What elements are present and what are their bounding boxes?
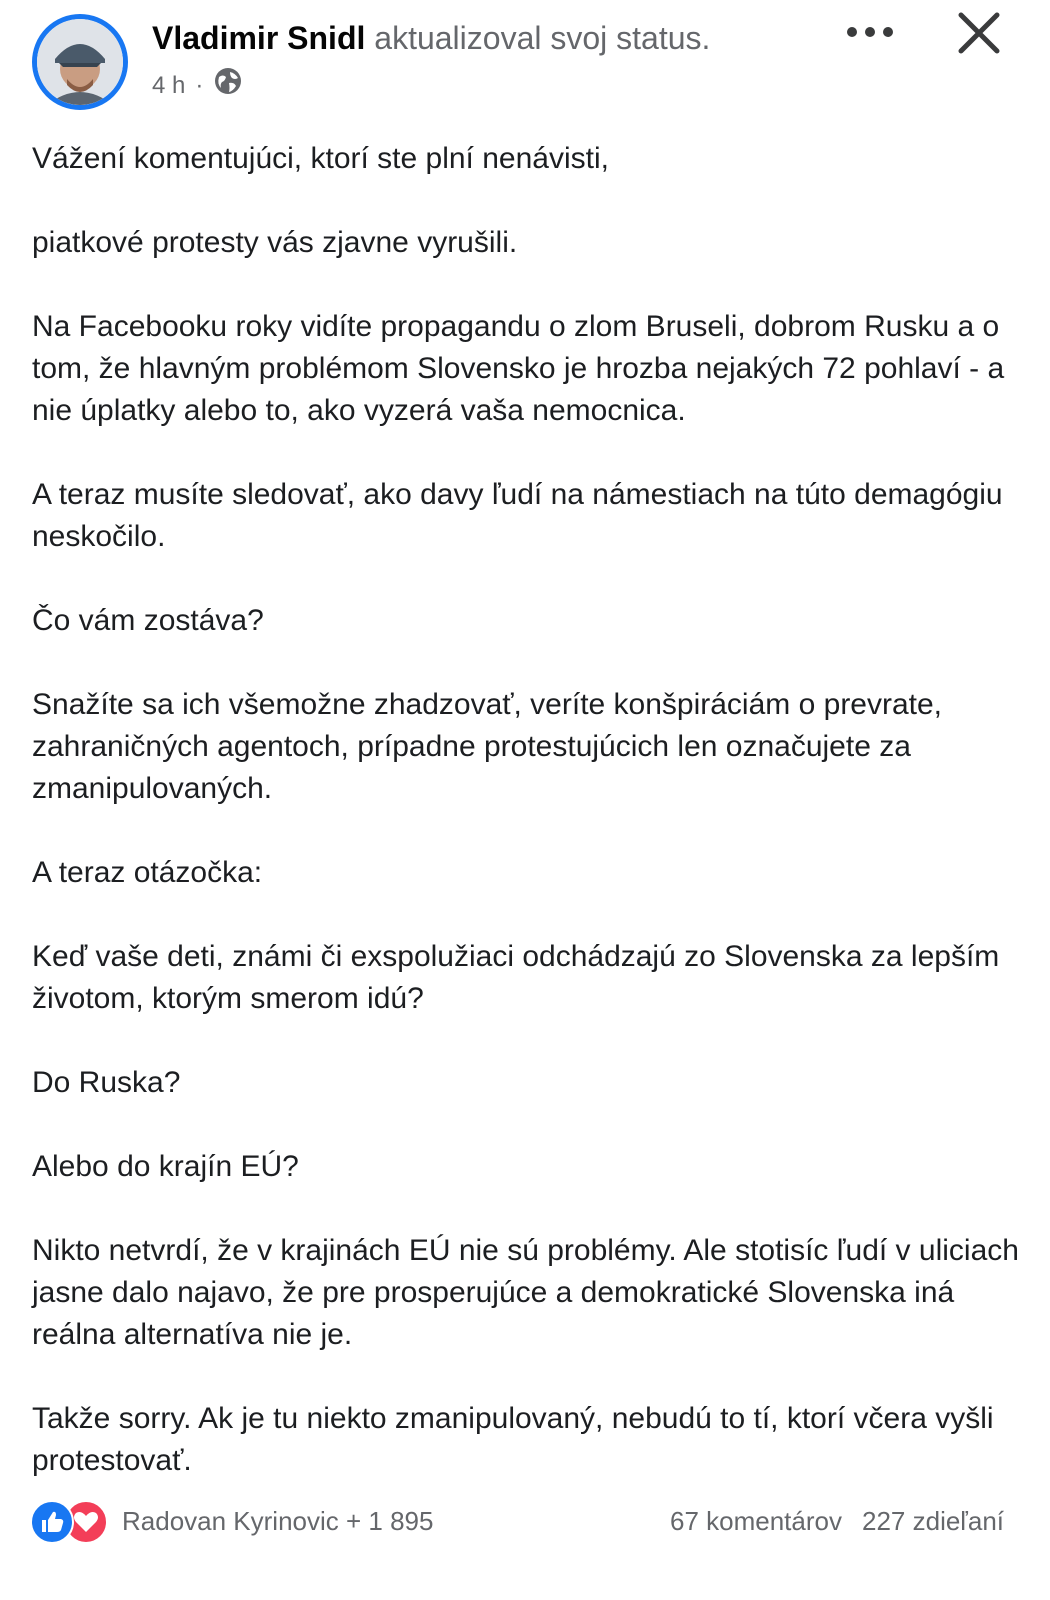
like-reaction-icon [30, 1500, 74, 1544]
author-line [152, 18, 710, 58]
post-header [0, 0, 1050, 120]
author-name[interactable]: Vladimir Snidl [152, 20, 366, 56]
post-paragraph: Snažíte sa ich všemožne zhadzovať, veríte konšpiráciám o prevrate, zahraničných agentoch, prípadne protestujúcich len označujete za zmanipulovaných. [32, 688, 943, 805]
post-time[interactable]: 4 h [152, 72, 186, 99]
reactions-summary[interactable] [30, 1500, 112, 1544]
post-paragraph: A teraz otázočka: [32, 856, 263, 889]
close-button[interactable] [950, 4, 1008, 62]
avatar[interactable] [32, 14, 128, 110]
post-paragraph: Takže sorry. Ak je tu niekto zmanipulovaný, nebudú to tí, ktorí včera vyšli protestovať. [32, 1402, 994, 1477]
close-icon [957, 11, 1001, 55]
post-paragraph: piatkové protesty vás zjavne vyrušili. [32, 226, 518, 259]
more-horizontal-icon [846, 25, 894, 39]
post-paragraph: Vážení komentujúci, ktorí ste plní nenávisti, [32, 142, 609, 175]
globe-icon[interactable] [213, 66, 243, 106]
post-paragraph: Do Ruska? [32, 1066, 181, 1099]
meta-separator: · [195, 72, 204, 99]
post-paragraph: A teraz musíte sledovať, ako davy ľudí na námestiach na túto demagógiu neskočilo. [32, 478, 1003, 553]
reactors-text[interactable]: Radovan Kyrinovic + 1 895 [122, 1506, 434, 1536]
more-button[interactable] [842, 12, 898, 52]
post-meta [152, 66, 243, 106]
author-action: aktualizoval svoj status. [374, 20, 711, 56]
post-body [32, 138, 1022, 1524]
avatar-image [37, 19, 123, 105]
post-paragraph: Keď vaše deti, známi či exspolužiaci odchádzajú zo Slovenska za lepším životom, ktorým smerom idú? [32, 940, 1000, 1015]
post-paragraph: Nikto netvrdí, že v krajinách EÚ nie sú problémy. Ale stotisíc ľudí v uliciach jasne dalo najavo, že pre prosperujúce a demokratické Slovenska iná reálna alternatíva nie je. [32, 1234, 1019, 1351]
post-paragraph: Alebo do krajín EÚ? [32, 1150, 299, 1183]
post-footer [0, 1496, 1050, 1548]
comments-count[interactable]: 67 komentárov [670, 1506, 842, 1536]
post-paragraph: Na Facebooku roky vidíte propagandu o zlom Bruseli, dobrom Rusku a o tom, že hlavným problémom Slovensko je hrozba nejakých 72 pohlaví - a nie úplatky alebo to, ako vyzerá vaša nemocnica. [32, 310, 1005, 427]
shares-count[interactable]: 227 zdieľaní [862, 1506, 1005, 1536]
post-paragraph: Čo vám zostáva? [32, 604, 264, 637]
